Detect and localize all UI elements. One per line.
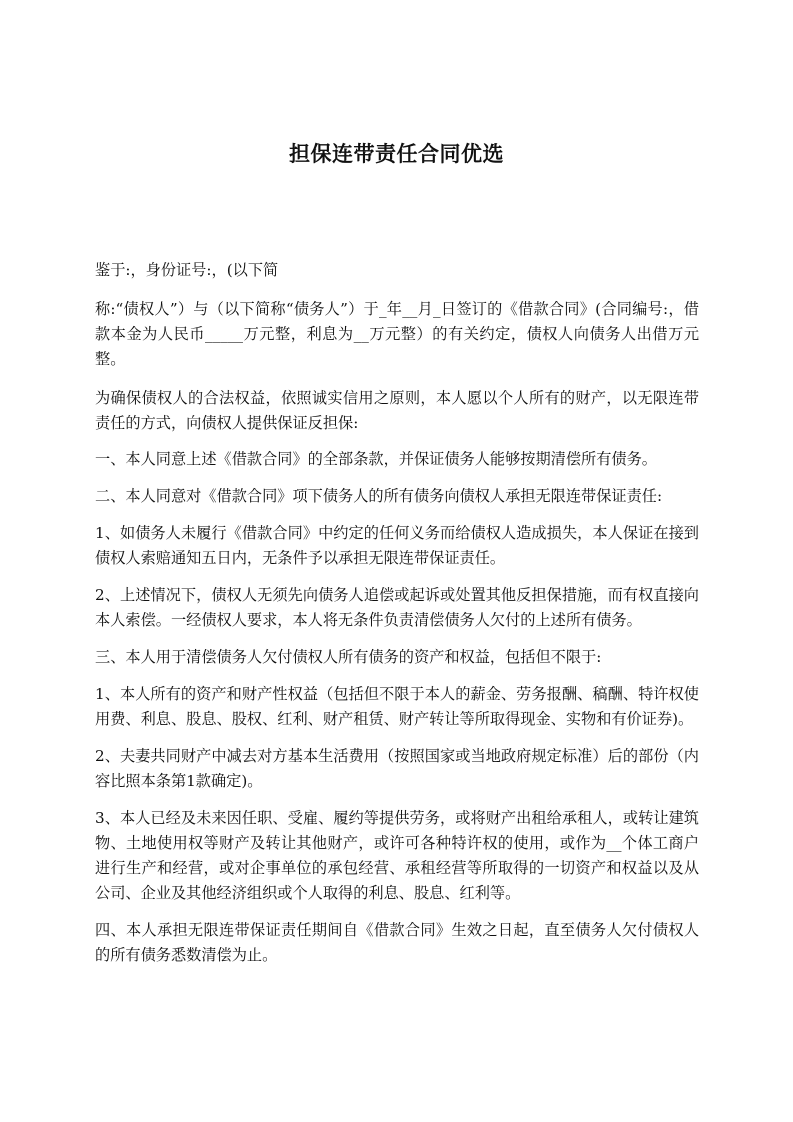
paragraph-purpose: 为确保债权人的合法权益，依照诚实信用之原则，本人愿以个人所有的财产，以无限连带责任的方式，向债权人提供保证反担保: [95, 389, 699, 432]
paragraph-clause-3: 三、本人用于清偿债务人欠付债权人所有债务的资产和权益，包括但不限于: [95, 648, 602, 666]
paragraph-recital-contract: 称:“债权人”）与（以下简称“债务人”）于_年__月_日签订的《借款合同》(合同编号:，借款本金为人民币_____万元整，利息为__万元整）的有关约定，债权人向债务人出借万元整。 [95, 300, 699, 368]
paragraph-clause-2: 二、本人同意对《借款合同》项下债务人的所有债务向债权人承担无限连带保证责任: [95, 487, 663, 505]
paragraph-clause-3-item-1: 1、本人所有的资产和财产性权益（包括但不限于本人的薪金、劳务报酬、稿酬、特许权使用费、利息、股息、股权、红利、财产租赁、财产转让等所取得现金、实物和有价证券)。 [95, 685, 699, 728]
paragraph-clause-2-item-2: 2、上述情况下，债权人无须先向债务人追偿或起诉或处置其他反担保措施，而有权直接向本人索偿。一经债权人要求，本人将无条件负责清偿债务人欠付的上述所有债务。 [95, 586, 699, 629]
paragraph-clause-2-item-1: 1、如债务人未履行《借款合同》中约定的任何义务而给债权人造成损失，本人保证在接到债权人索赔通知五日内，无条件予以承担无限连带保证责任。 [95, 524, 699, 567]
document-body [95, 258, 699, 968]
paragraph-clause-3-item-3: 3、本人已经及未来因任职、受雇、履约等提供劳务，或将财产出租给承租人，或转让建筑物、土地使用权等财产及转让其他财产，或许可各种特许权的使用，或作为__个体工商户进行生产和经营，或对企事单位的承包经营、承租经营等所取得的一切资产和权益以及从公司、企业及其他经济组织或个人取得的利息、股息、红利等。 [95, 809, 699, 902]
document-title: 担保连带责任合同优选 [289, 142, 504, 166]
paragraph-clause-1: 一、本人同意上述《借款合同》的全部条款，并保证债务人能够按期清偿所有债务。 [95, 450, 657, 468]
paragraph-recital-start: 鉴于:，身份证号:，(以下简 [95, 261, 279, 279]
paragraph-clause-4: 四、本人承担无限连带保证责任期间自《借款合同》生效之日起，直至债务人欠付债权人的所有债务悉数清偿为止。 [95, 921, 699, 964]
paragraph-clause-3-item-2: 2、夫妻共同财产中减去对方基本生活费用（按照国家或当地政府规定标准）后的部份（内容比照本条第1款确定)。 [95, 747, 699, 790]
